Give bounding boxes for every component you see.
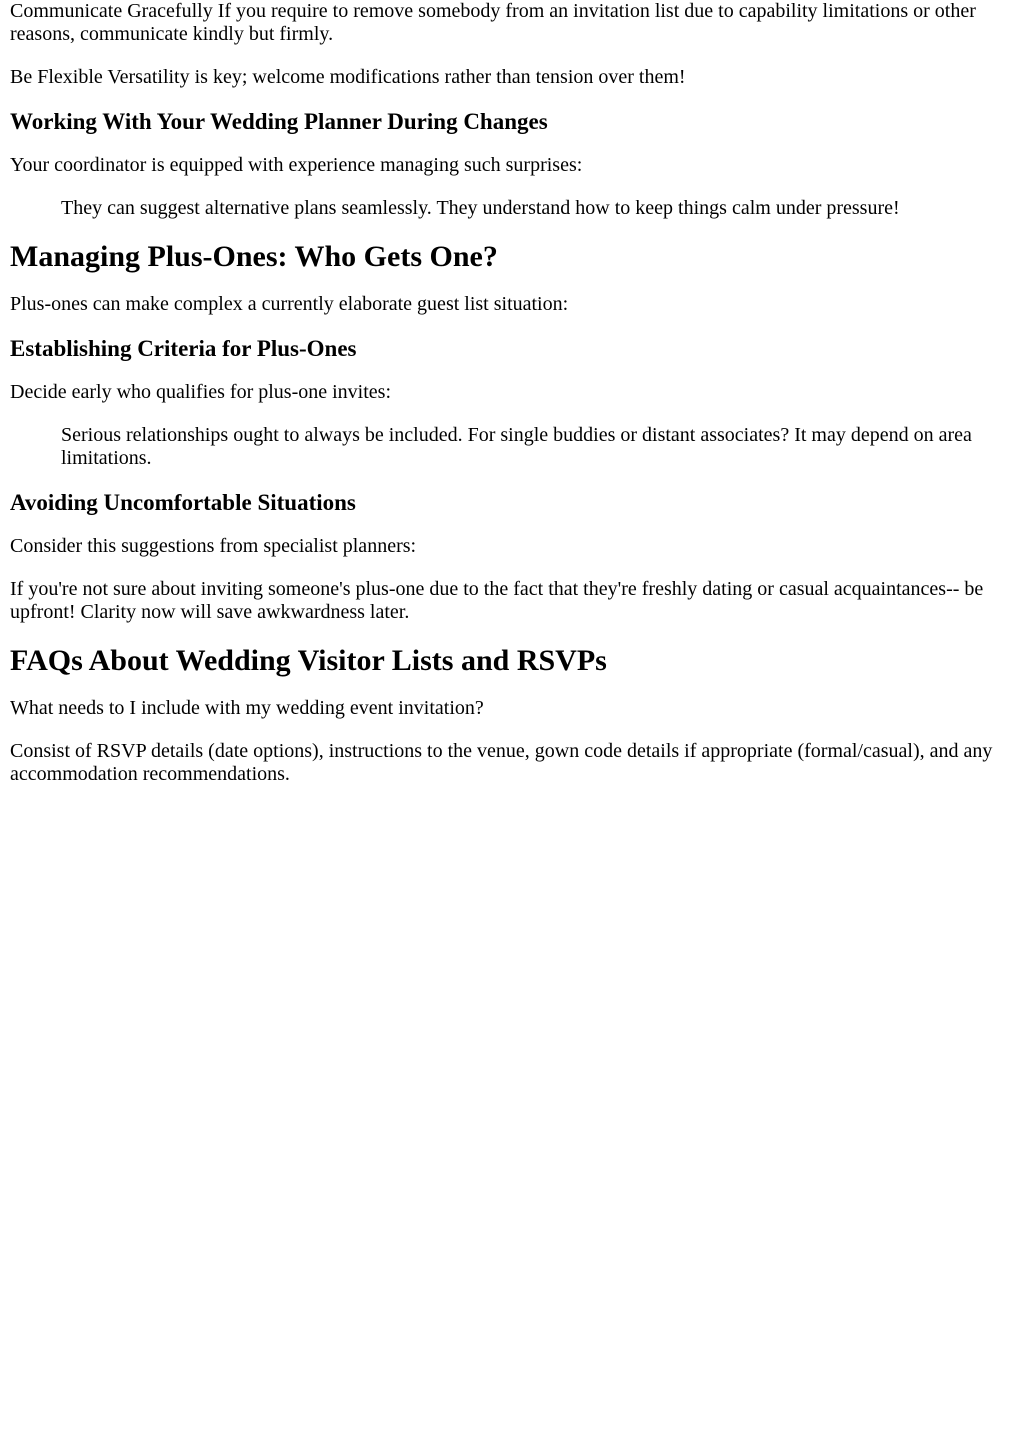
blockquote-criteria: Serious relationships ought to always be included. For single buddies or distant associates? It may depend on area limitations. [61,424,972,469]
paragraph-avoid-body: If you're not sure about inviting someone's plus-one due to the fact that they're freshly dating or casual acquaintances-- be upfront! Clarity now will save awkwardness later. [10,578,984,623]
paragraph-faq-question: What needs to I include with my wedding event invitation? [10,697,484,719]
heading-working-with-planner: Working With Your Wedding Planner During Changes [10,109,548,134]
heading-establishing-criteria: Establishing Criteria for Plus-Ones [10,336,357,361]
paragraph-be-flexible: Be Flexible Versatility is key; welcome modifications rather than tension over them! [10,66,686,88]
heading-managing-plus-ones: Managing Plus-Ones: Who Gets One? [10,240,498,273]
paragraph-coordinator: Your coordinator is equipped with experience managing such surprises: [10,154,583,176]
paragraph-avoid-intro: Consider this suggestions from specialist planners: [10,535,417,557]
paragraph-communicate-gracefully: Communicate Gracefully If you require to remove somebody from an invitation list due to capability limitations or other reasons, communicate kindly but firmly. [10,0,976,45]
paragraph-plus-ones-intro: Plus-ones can make complex a currently elaborate guest list situation: [10,293,569,315]
paragraph-faq-answer: Consist of RSVP details (date options), instructions to the venue, gown code details if appropriate (formal/casual), and any accommodation recommendations. [10,740,993,785]
heading-avoiding-situations: Avoiding Uncomfortable Situations [10,490,356,515]
paragraph-criteria-intro: Decide early who qualifies for plus-one invites: [10,381,391,403]
blockquote-coordinator: They can suggest alternative plans seamlessly. They understand how to keep things calm under pressure! [61,197,900,219]
heading-faqs: FAQs About Wedding Visitor Lists and RSVPs [10,644,607,677]
